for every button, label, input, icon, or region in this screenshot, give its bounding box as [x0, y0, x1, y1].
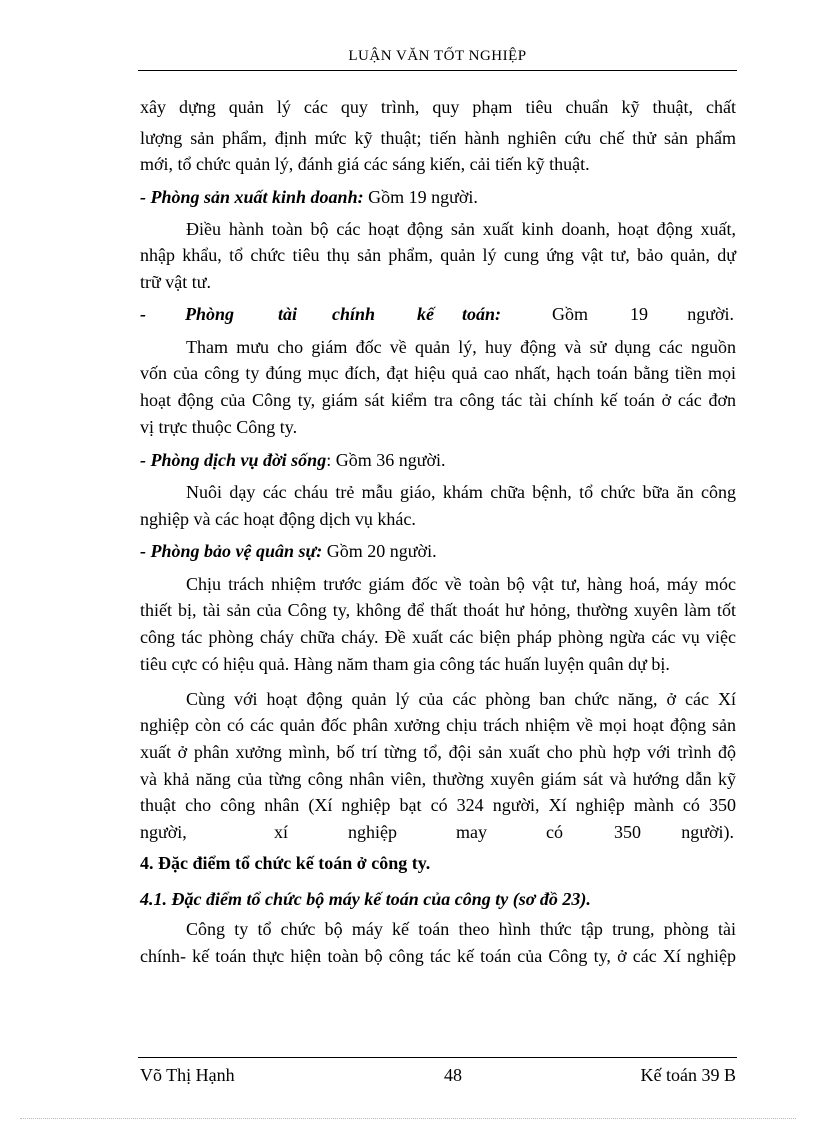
body-line: nhập khẩu, tổ chức tiêu thụ sản phẩm, quản lý cung ứng vật tư, bảo quản, dự	[140, 245, 736, 265]
body-line: hoạt động của Công ty, giám sát kiểm tra công tác tài chính kế toán ở các đơn	[140, 390, 736, 410]
heading-word: 19	[630, 304, 648, 324]
footer-rule	[138, 1057, 737, 1058]
heading-dash: -	[140, 304, 146, 324]
heading-word: người.	[687, 304, 734, 324]
heading-text: : Gồm 36 người.	[326, 450, 446, 470]
section-heading-4: 4. Đặc điểm tổ chức kế toán ở công ty.	[140, 853, 431, 873]
header-title: LUẬN VĂN TỐT NGHIỆP	[348, 48, 527, 64]
body-line: công tác phòng cháy chữa cháy. Đề xuất các biện pháp phòng ngừa các vụ việc	[140, 627, 736, 647]
heading-word: Gồm	[552, 304, 588, 324]
body-line: nghiệp còn có các quản đốc phân xưởng chịu trách nhiệm về mọi hoạt động sản	[140, 715, 736, 735]
body-line: Công ty tổ chức bộ máy kế toán theo hình thức tập trung, phòng tài	[186, 919, 736, 939]
body-line: thuật cho công nhân (Xí nghiệp bạt có 324 người, Xí nghiệp mành có 350	[140, 795, 736, 815]
body-word: có	[546, 822, 563, 842]
body-line: xuất ở phân xưởng mình, bố trí từng tổ, đội sản xuất cho phù hợp với trình độ	[140, 742, 736, 762]
heading-text: Gồm 20 người.	[322, 541, 437, 561]
body-line: và khả năng của từng công nhân viên, thường xuyên giám sát và hướng dẫn kỹ	[140, 769, 736, 789]
heading-label: - Phòng bảo vệ quân sự:	[140, 541, 323, 561]
section-heading-4-1: 4.1. Đặc điểm tổ chức bộ máy kế toán của công ty (sơ đồ 23).	[140, 889, 591, 909]
heading-label: - Phòng dịch vụ đời sống	[140, 450, 327, 470]
body-line: vốn của công ty đúng mục đích, đạt hiệu quả cao nhất, hạch toán bằng tiền mọi	[140, 363, 736, 383]
body-line: tiêu cực có hiệu quả. Hàng năm tham gia công tác huấn luyện quân dự bị.	[140, 654, 670, 674]
heading-word: kế	[417, 304, 434, 324]
body-line: thiết bị, tài sản của Công ty, không để thất thoát hư hỏng, thường xuyên làm tốt	[140, 600, 736, 620]
page-bottom-border	[20, 1118, 796, 1119]
footer-author: Võ Thị Hạnh	[140, 1065, 235, 1085]
body-word: người,	[140, 822, 187, 842]
heading-word: chính	[332, 304, 376, 324]
body-line: nghiệp và các hoạt động dịch vụ khác.	[140, 509, 416, 529]
heading-label: - Phòng sản xuất kinh doanh:	[140, 187, 364, 207]
body-word: may	[456, 822, 487, 842]
body-word: người).	[681, 822, 734, 842]
section-heading-production	[140, 185, 736, 209]
body-word: 350	[614, 822, 641, 842]
body-line: lượng sản phẩm, định mức kỹ thuật; tiến hành nghiên cứu chế thử sản phẩm	[140, 128, 736, 148]
section-heading-security	[140, 539, 736, 563]
page-number: 48	[444, 1065, 462, 1085]
body-word: xí	[274, 822, 289, 842]
section-heading-services	[140, 448, 736, 472]
body-line: Tham mưu cho giám đốc về quản lý, huy động và sử dụng các nguồn	[186, 337, 736, 357]
body-word: nghiệp	[348, 822, 397, 842]
body-line: Cùng với hoạt động quản lý của các phòng ban chức năng, ở các Xí	[186, 689, 736, 709]
footer-class: Kế toán 39 B	[640, 1065, 736, 1085]
header-rule	[138, 70, 737, 71]
heading-word: toán:	[462, 304, 502, 324]
heading-text: Gồm 19 người.	[363, 187, 478, 207]
body-line: mới, tổ chức quản lý, đánh giá các sáng kiến, cải tiến kỹ thuật.	[140, 154, 590, 174]
body-line: Nuôi dạy các cháu trẻ mẫu giáo, khám chữa bệnh, tổ chức bữa ăn công	[186, 482, 736, 502]
body-line: Chịu trách nhiệm trước giám đốc về toàn bộ vật tư, hàng hoá, máy móc	[186, 574, 736, 594]
body-line: xây dựng quản lý các quy trình, quy phạm tiêu chuẩn kỹ thuật, chất	[140, 97, 736, 117]
body-line: vị trực thuộc Công ty.	[140, 417, 298, 437]
body-line: trữ vật tư.	[140, 272, 211, 292]
heading-word: tài	[278, 304, 298, 324]
body-line: Điều hành toàn bộ các hoạt động sản xuất kinh doanh, hoạt động xuất,	[186, 219, 736, 239]
body-line: chính- kế toán thực hiện toàn bộ công tác kế toán của Công ty, ở các Xí nghiệp	[140, 946, 736, 966]
heading-word: Phòng	[185, 304, 235, 324]
